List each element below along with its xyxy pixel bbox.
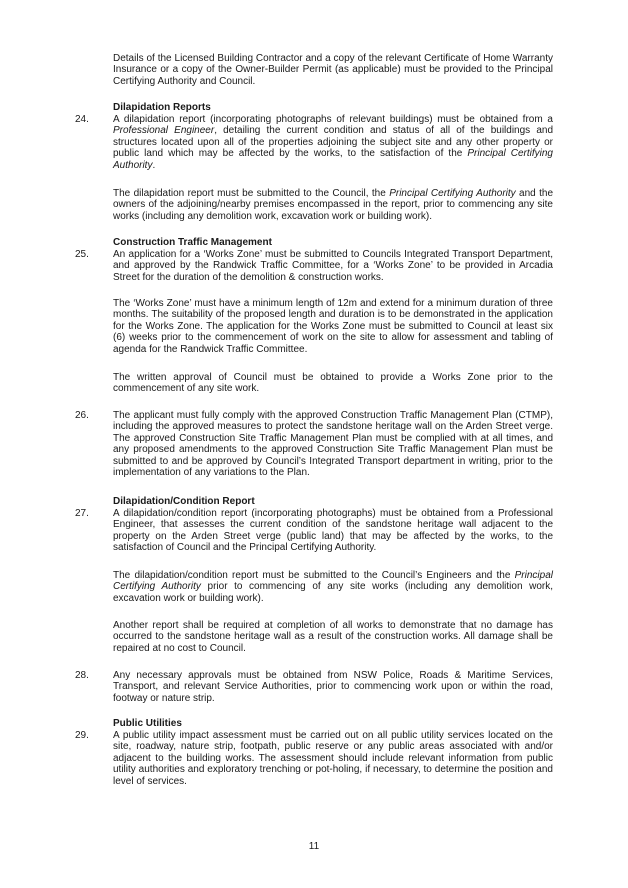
heading-public-utilities: Public Utilities — [113, 718, 182, 729]
condition-26-paragraph-1: The applicant must fully comply with the approved Construction Traffic Management Plan (CTMP), including the approved measures to protect the sandstone heritage wall on the Arden Street verge. The approved Construction Site Traffic Management Plan must be complied with at all times, and any proposed amendments to the approved Construction Site Traffic Management Plan must be submitted to and be approved by Council’s Integrated Transport department in writing, prior to the implementation of any variations to the Plan. — [113, 410, 553, 479]
condition-number-27: 27. — [75, 508, 89, 519]
condition-29-paragraph-1: A public utility impact assessment must be carried out on all public utility services located on the site, roadway, nature strip, footpath, public reserve or any public areas associated with and/or adjacent to the building works. The assessment should include relevant information from public utility authorities and exploratory trenching or pot-holing, if necessary, to determine the position and level of services. — [113, 730, 553, 787]
condition-27-paragraph-2: The dilapidation/condition report must be submitted to the Council’s Engineers and the Principal Certifying Authority prior to commencing of any site works (including any demolition work, excavation work or building work). — [113, 570, 553, 604]
intro-paragraph: Details of the Licensed Building Contractor and a copy of the relevant Certificate of Home Warranty Insurance or a copy of the Owner-Builder Permit (as applicable) must be provided to the Principal Certifying Authority and Council. — [113, 53, 553, 87]
condition-27-paragraph-3: Another report shall be required at completion of all works to demonstrate that no damage has occurred to the sandstone heritage wall as a result of the construction works. All damage shall be repaired at no cost to Council. — [113, 620, 553, 654]
heading-dilapidation-reports: Dilapidation Reports — [113, 102, 211, 113]
condition-24-paragraph-1: A dilapidation report (incorporating photographs of relevant buildings) must be obtained from a Professional Engineer, detailing the current condition and status of all of the buildings and structures located upon all of the properties adjoining the subject site and any other property or public land which may be affected by the works, to the satisfaction of the Principal Certifying Authority. — [113, 114, 554, 171]
condition-number-28: 28. — [75, 670, 89, 681]
condition-number-24: 24. — [75, 114, 89, 125]
page-number: 11 — [308, 841, 320, 852]
condition-25-paragraph-1: An application for a ‘Works Zone’ must be submitted to Councils Integrated Transport Department, and approved by the Randwick Traffic Committee, for a ‘Works Zone’ to be provided in Arcadia Street for the duration of the demolition & construction works. — [113, 249, 553, 283]
heading-dilapidation-condition-report: Dilapidation/Condition Report — [113, 496, 255, 507]
condition-number-26: 26. — [75, 410, 89, 421]
condition-27-paragraph-1: A dilapidation/condition report (incorporating photographs) must be obtained from a Professional Engineer, that assesses the current condition of the sandstone heritage wall adjacent to the property on the Arden Street verge (public land) that may be affected by the works, to the satisfaction of Council and the Principal Certifying Authority. — [113, 508, 553, 554]
condition-24-paragraph-2: The dilapidation report must be submitted to the Council, the Principal Certifying Authority and the owners of the adjoining/nearby premises encompassed in the report, prior to commencing any site works (including any demolition work, excavation work or building work). — [113, 188, 554, 222]
condition-number-25: 25. — [75, 249, 89, 260]
condition-25-paragraph-2: The ‘Works Zone’ must have a minimum length of 12m and extend for a minimum duration of three months. The suitability of the proposed length and duration is to be demonstrated in the application for the Works Zone. The application for the Works Zone must be submitted to Council at least six (6) weeks prior to the commencement of work on the site to allow for assessment and tabling of agenda for the Randwick Traffic Committee. — [113, 298, 553, 355]
heading-construction-traffic-management: Construction Traffic Management — [113, 237, 272, 248]
condition-number-29: 29. — [75, 730, 89, 741]
condition-28-paragraph-1: Any necessary approvals must be obtained from NSW Police, Roads & Maritime Services, Transport, and relevant Service Authorities, prior to commencing work upon or within the road, footway or nature strip. — [113, 670, 553, 704]
condition-25-paragraph-3: The written approval of Council must be obtained to provide a Works Zone prior to the commencement of any site work. — [113, 372, 553, 395]
